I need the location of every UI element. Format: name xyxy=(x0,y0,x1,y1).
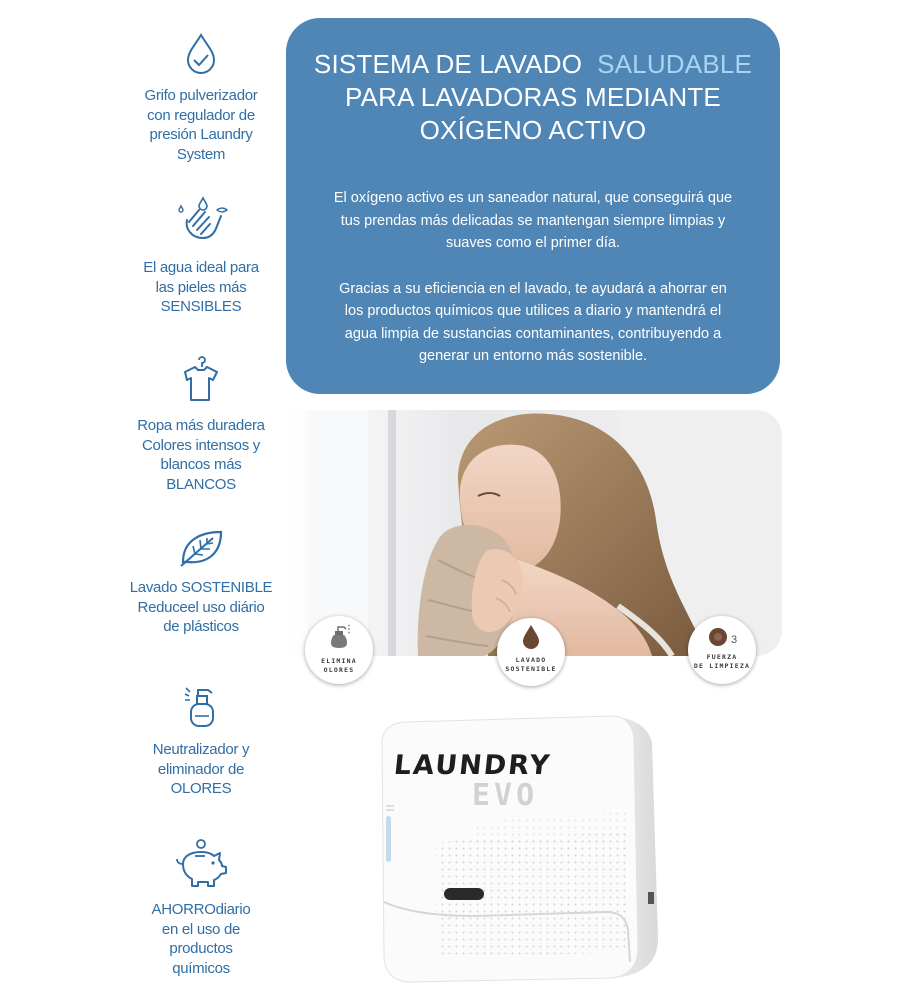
leaf-icon xyxy=(177,526,225,568)
perfume-bottle-icon xyxy=(326,623,352,649)
title-line-3: OXÍGENO ACTIVO xyxy=(419,115,647,145)
paragraph-line: generar un entorno más sostenible. xyxy=(418,348,648,364)
feature-line: SENSIBLES xyxy=(160,298,242,315)
feature-item-sensitive-skin xyxy=(116,192,286,317)
title-line-2: PARA LAVADORAS MEDIANTE xyxy=(345,82,721,112)
feature-item-sustainable xyxy=(116,526,286,637)
feature-text xyxy=(116,740,286,799)
feature-line: OLORES xyxy=(170,780,232,797)
title-highlight: SALUDABLE xyxy=(597,49,753,79)
feature-item-odor-neutralizer xyxy=(116,684,286,799)
feature-item-savings xyxy=(116,838,286,978)
badge-label xyxy=(497,656,565,674)
panel-paragraph-2 xyxy=(286,278,780,368)
badge-label-line: LAVADO xyxy=(515,656,547,664)
feature-text xyxy=(116,86,286,164)
device-brand-logo: LAUNDRY xyxy=(392,750,553,781)
feature-item-durable-clothes xyxy=(116,352,286,494)
feature-line: Grifo pulverizador xyxy=(144,87,258,104)
feature-line: Colores intensos y xyxy=(142,436,260,454)
paragraph-line: tus prendas más delicadas se mantengan siempre limpias y xyxy=(340,212,726,229)
feature-line: Neutralizador y xyxy=(152,741,250,758)
badge-label-line: OLORES xyxy=(323,666,355,674)
feature-line: eliminador de xyxy=(157,760,245,778)
shirt-hanger-icon xyxy=(177,352,225,406)
badge-label-line: FUERZA xyxy=(706,653,738,661)
feature-line: químicos xyxy=(172,959,230,977)
paragraph-line: los productos químicos que utilices a diario y mantendrá el xyxy=(344,303,722,319)
feature-text xyxy=(116,416,286,494)
badge-label xyxy=(305,657,373,675)
feature-text xyxy=(116,258,286,317)
badge-label-line: ELIMINA xyxy=(321,657,357,665)
title-text: SISTEMA DE LAVADO xyxy=(313,49,583,79)
badge-cleaning-power xyxy=(688,616,756,684)
feature-text xyxy=(116,900,286,978)
feature-line: El agua ideal para xyxy=(143,259,259,276)
feature-line: de plásticos xyxy=(163,618,239,635)
badge-eliminate-odors xyxy=(305,616,373,684)
feature-line: Lavado SOSTENIBLE xyxy=(129,579,273,596)
spray-bottle-icon xyxy=(181,684,221,730)
feature-item-spray-faucet xyxy=(116,32,286,164)
badge-label-line: SOSTENIBLE xyxy=(505,665,557,673)
feature-line: productos xyxy=(169,940,233,957)
feature-line: blancos más xyxy=(160,456,242,473)
paragraph-line: agua limpia de sustancias contaminantes, contribuyendo a xyxy=(344,325,722,342)
piggy-bank-icon xyxy=(173,838,229,890)
laundry-evo-device xyxy=(376,712,666,984)
feature-line: presión Laundry xyxy=(149,126,253,143)
ozone-o3-icon xyxy=(688,626,756,648)
panel-title xyxy=(286,48,780,147)
ozone-subscript: 3 xyxy=(731,634,738,646)
badge-sustainable-wash xyxy=(497,618,565,686)
badge-label xyxy=(688,653,756,671)
title-line-1 xyxy=(286,48,780,81)
hands-washing-icon xyxy=(173,192,229,248)
paragraph-line: El oxígeno activo es un saneador natural, que conseguirá que xyxy=(333,190,733,206)
badge-label-line: DE LIMPIEZA xyxy=(693,662,751,670)
feature-line: BLANCOS xyxy=(166,475,236,493)
feature-list xyxy=(0,0,273,1000)
feature-line: Reduceel uso diário xyxy=(137,598,265,616)
feature-line: AHORROdiario xyxy=(151,901,251,918)
feature-line: las pieles más xyxy=(155,278,247,296)
feature-text xyxy=(116,578,286,637)
brown-drop-icon xyxy=(520,624,542,650)
panel-paragraph-1 xyxy=(286,187,780,255)
device-model-label: EVO xyxy=(472,778,539,813)
paragraph-line: Gracias a su eficiencia en el lavado, te ayudará a ahorrar en xyxy=(339,280,727,297)
info-panel xyxy=(286,18,780,394)
feature-line: en el uso de xyxy=(161,920,241,938)
water-drop-check-icon xyxy=(183,32,219,76)
feature-line: System xyxy=(176,145,226,163)
feature-line: Ropa más duradera xyxy=(137,417,265,434)
feature-line: con regulador de xyxy=(147,106,255,124)
paragraph-line: suaves como el primer día. xyxy=(445,235,621,251)
